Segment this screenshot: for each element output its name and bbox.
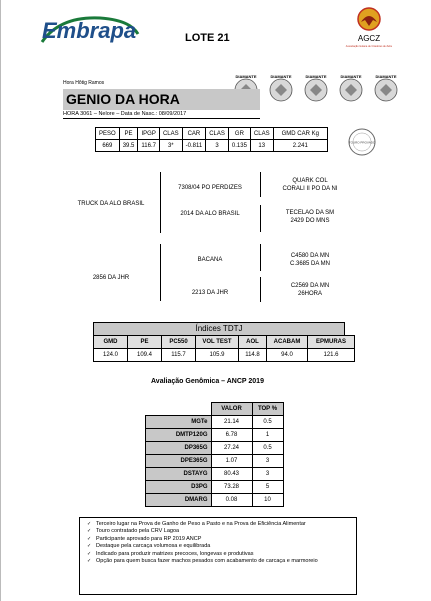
embrapa-logo xyxy=(40,14,140,46)
animal-title-bar xyxy=(63,89,260,110)
animal-name: GENIO DA HORA xyxy=(66,91,180,107)
diamond-label: DIAMANTE xyxy=(340,74,362,79)
genomic-col-top: TOP % xyxy=(252,403,283,416)
genomic-label: MGTe xyxy=(146,416,212,429)
perf-header: IPGP xyxy=(138,128,160,140)
genomic-valor: 1.07 xyxy=(211,455,252,468)
diamond-label: DIAMANTE xyxy=(270,74,292,79)
genomic-valor: 6.78 xyxy=(211,429,252,442)
pedigree-dss: C4580 DA MN xyxy=(290,253,330,259)
genomic-top: 1 xyxy=(252,429,283,442)
diamond-label: DIAMANTE xyxy=(375,74,397,79)
genomic-label: DP365G xyxy=(146,442,212,455)
pedigree-dsd: C.3685 DA MN xyxy=(289,261,331,267)
tdtj-header: GMD xyxy=(94,336,128,349)
tdtj-table xyxy=(93,335,355,362)
tdtj-value: 105.9 xyxy=(196,349,239,362)
svg-text:Embrapa: Embrapa xyxy=(42,18,137,43)
tdtj-header: EPMURAS xyxy=(308,336,355,349)
genomic-label: DMTP120G xyxy=(146,429,212,442)
perf-value: 3 xyxy=(206,140,229,152)
lote-number: LOTE 21 xyxy=(185,32,230,44)
diamond-medal xyxy=(270,74,292,101)
genomic-label: DSTAYG xyxy=(146,468,212,481)
pedigree-dds: C2569 DA MN xyxy=(290,283,330,289)
pedigree-dam-sire: BACANA xyxy=(197,257,223,263)
genomic-top: 0.5 xyxy=(252,416,283,429)
perf-header: CLAS xyxy=(250,128,273,140)
performance-value-row xyxy=(96,140,328,152)
genomic-col-valor: VALOR xyxy=(211,403,252,416)
genomic-top: 5 xyxy=(252,481,283,494)
genomic-row xyxy=(146,455,284,468)
tdtj-value: 121.6 xyxy=(308,349,355,362)
pedigree-line xyxy=(260,205,261,232)
pedigree-line xyxy=(160,172,161,233)
diamond-medal xyxy=(305,74,327,101)
proven-bull-seal xyxy=(347,127,377,157)
perf-value: 116.7 xyxy=(138,140,160,152)
tdtj-value: 109.4 xyxy=(128,349,162,362)
genomic-row xyxy=(146,481,284,494)
tdtj-header-row xyxy=(94,336,355,349)
genomic-top: 0.5 xyxy=(252,442,283,455)
highlights-list xyxy=(80,521,356,565)
breeder-label: Hora Hôtig Ramos xyxy=(63,80,105,86)
genomic-header-row xyxy=(146,403,284,416)
pedigree-sire-sire: 7308/04 PO PERDIZES xyxy=(178,185,242,191)
diamond-medal xyxy=(340,74,362,101)
tdtj-value-row xyxy=(94,349,355,362)
pedigree-line xyxy=(260,277,261,302)
highlight-item: ✓ Participante aprovado para RP 2019 ANCP xyxy=(96,536,353,543)
genomic-label: DMARG xyxy=(146,494,212,507)
genomic-row xyxy=(146,416,284,429)
diamond-label: DIAMANTE xyxy=(305,74,327,79)
pedigree-line xyxy=(260,172,261,197)
tdtj-value: 115.7 xyxy=(162,349,196,362)
perf-header: CLAS xyxy=(159,128,182,140)
genomic-table xyxy=(145,402,284,507)
highlight-item: ✓ Opção para quem busca fazer machos pesados com acabamento de carcaça e marmoreio xyxy=(96,558,353,565)
tdtj-header: ACABAM xyxy=(267,336,308,349)
perf-value: 39.5 xyxy=(119,140,138,152)
genomic-top: 3 xyxy=(252,468,283,481)
perf-value: 13 xyxy=(250,140,273,152)
perf-value: -0.811 xyxy=(182,140,206,152)
agcz-label: AGCZ xyxy=(357,34,381,43)
pedigree-ssd: CORALI II PO DA NI xyxy=(282,186,338,192)
genomic-valor: 27.24 xyxy=(211,442,252,455)
pedigree-sire-dam: 2014 DA ALO BRASIL xyxy=(180,211,240,217)
highlight-item: ✓ Touro contratado pela CRV Lagoa xyxy=(96,528,353,535)
pedigree-ddd: 26HORA xyxy=(297,291,322,297)
pedigree-dam: 2856 DA JHR xyxy=(92,275,130,281)
perf-header: PE xyxy=(119,128,138,140)
genomic-row xyxy=(146,429,284,442)
seal-text: TOURO PROVADO xyxy=(348,140,376,145)
perf-value: 0.135 xyxy=(228,140,250,152)
genomic-row xyxy=(146,442,284,455)
tdtj-header: VOL TEST xyxy=(196,336,239,349)
genomic-row xyxy=(146,494,284,507)
highlight-item: ✓ Terceiro lugar na Prova de Ganho de Peso a Pasto e na Prova de Eficiência Alimentar xyxy=(96,521,353,528)
highlights-box xyxy=(79,517,357,595)
genomic-row xyxy=(146,468,284,481)
perf-header: CLAS xyxy=(206,128,229,140)
genomic-label: DPE365G xyxy=(146,455,212,468)
pedigree-line xyxy=(260,244,261,271)
genomic-valor: 0.08 xyxy=(211,494,252,507)
tdtj-header: PE xyxy=(128,336,162,349)
genomic-valor: 21.14 xyxy=(211,416,252,429)
agcz-logo xyxy=(345,6,393,50)
perf-header: GMD CAR Kg xyxy=(273,128,327,140)
highlight-item: ✓ Destaque pela carcaça volumosa e equilibrada xyxy=(96,543,353,550)
perf-header: GR xyxy=(228,128,250,140)
diamond-label: DIAMANTE xyxy=(235,74,257,79)
title-underline xyxy=(63,118,260,119)
tdtj-header: AOL xyxy=(239,336,267,349)
tdtj-value: 114.8 xyxy=(239,349,267,362)
tdtj-value: 124.0 xyxy=(94,349,128,362)
perf-value: 2.241 xyxy=(273,140,327,152)
agcz-subtitle: Associação Goiana de Criadores de Zebu xyxy=(345,45,393,48)
genomic-corner xyxy=(146,403,212,416)
tdtj-header: PC550 xyxy=(162,336,196,349)
genomic-valor: 73.28 xyxy=(211,481,252,494)
diamond-medal xyxy=(375,74,397,101)
tdtj-title: Índices TDTJ xyxy=(93,322,345,336)
pedigree-dam-dam: 2213 DA JHR xyxy=(191,290,229,296)
perf-value: 3* xyxy=(159,140,182,152)
performance-table xyxy=(95,127,328,152)
perf-header: PESO xyxy=(96,128,120,140)
genomic-top: 10 xyxy=(252,494,283,507)
tdtj-value: 94.0 xyxy=(267,349,308,362)
genomic-title: Avaliação Genômica – ANCP 2019 xyxy=(151,378,264,385)
highlight-item: ✓ Indicado para produzir matrizes precoces, longevas e produtivas xyxy=(96,551,353,558)
pedigree-sss: QUARK COL xyxy=(292,178,328,184)
pedigree-sds: TECELAO DA SM xyxy=(285,210,335,216)
pedigree-sire: TRUCK DA ALO BRASIL xyxy=(77,201,145,207)
page-border xyxy=(0,0,1,601)
genomic-label: D3PG xyxy=(146,481,212,494)
perf-value: 669 xyxy=(96,140,120,152)
genomic-valor: 80.43 xyxy=(211,468,252,481)
pedigree-sdd: 2429 DO MNS xyxy=(290,218,330,224)
pedigree-line xyxy=(160,244,161,301)
perf-header: CAR xyxy=(182,128,206,140)
performance-header-row xyxy=(96,128,328,140)
animal-registration: HORA 3061 – Nelore – Data de Nasc.: 08/09/2017 xyxy=(63,111,187,117)
genomic-top: 3 xyxy=(252,455,283,468)
